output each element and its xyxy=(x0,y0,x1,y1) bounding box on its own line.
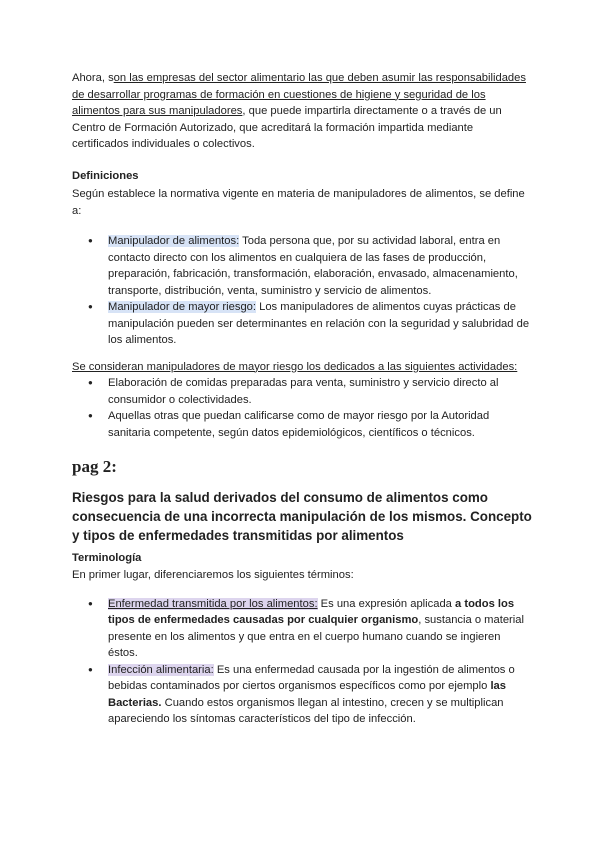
intro-post: , que puede impartirla directamente o a través de un Centro de Formación Autorizado, que acreditará la formación impartida mediante certificados individuales o colectivos. xyxy=(72,105,502,150)
mayor-riesgo-list xyxy=(72,375,532,441)
terminologia-list xyxy=(72,596,532,728)
term-text: Es una enfermedad causada por la ingestión de alimentos o bebidas contaminados por ciertos organismos específicos como por ejemplo xyxy=(108,663,515,692)
mayor-riesgo-lead: Se consideran manipuladores de mayor riesgo los dedicados a las siguientes actividades: xyxy=(72,360,518,373)
term-highlight: Manipulador de alimentos: xyxy=(108,235,240,247)
term-highlight: Infección alimentaria: xyxy=(108,663,214,676)
term-text: Es una expresión aplicada xyxy=(317,597,456,610)
page-2-label: pag 2: xyxy=(72,457,117,476)
document-body xyxy=(72,70,532,728)
intro-paragraph xyxy=(72,70,532,153)
list-item xyxy=(72,233,532,299)
term-text: Cuando estos organismos llegan al intestino, crecen y se multiplican apareciendo los síntomas característicos del tipo de infección. xyxy=(108,696,504,725)
term-highlight: Enfermedad transmitida por los alimentos: xyxy=(108,597,318,610)
term-bold: a todos los tipos de enfermedades causadas por cualquier organismo xyxy=(108,597,515,626)
section-title: Riesgos para la salud derivados del consumo de alimentos como consecuencia de una incorrecta manipulación de los mismos. Concepto y tipos de enfermedades transmitidas por alimentos xyxy=(72,489,532,543)
term-bold: las Bacterias. xyxy=(108,680,506,709)
list-item: ● Aquellas otras que puedan calificarse como de mayor riesgo por la Autoridad sanitaria competente, según datos epidemiológicos, científicos o técnicos. xyxy=(72,408,532,441)
terminologia-heading: Terminología xyxy=(72,551,142,564)
list-item: ● Elaboración de comidas preparadas para venta, suministro y servicio directo al consumidor o colectividades. xyxy=(72,375,532,408)
list-item xyxy=(72,662,532,728)
list-item xyxy=(72,299,532,349)
term-highlight: Manipulador de mayor riesgo: xyxy=(108,301,256,313)
term-text: Toda persona que, por su actividad laboral, entra en contacto directo con los alimentos en cualquiera de las fases de producción, preparación, fabricación, transformación, elaboración, envasado, almacenamiento, transporte, distribución, venta, suministro y servicio de alimentos. xyxy=(108,235,518,297)
definiciones-lead: Según establece la normativa vigente en materia de manipuladores de alimentos, se define a: xyxy=(72,188,525,217)
list-item xyxy=(72,596,532,662)
term-text: , sustancia o material presente en los alimentos y que entra en el cuerpo humano cuando se ingieren éstos. xyxy=(108,614,524,659)
intro-underlined: on las empresas del sector alimentario las que deben asumir las responsabilidades de desarrollar programas de formación en cuestiones de higiene y seguridad de los alimentos para sus manipuladores xyxy=(72,72,526,117)
term-text: Los manipuladores de alimentos cuyas prácticas de manipulación pueden ser determinantes en relación con la seguridad y salubridad de los alimentos. xyxy=(108,301,530,346)
definiciones-list xyxy=(72,233,532,349)
intro-pre: Ahora, s xyxy=(72,72,114,84)
terminologia-lead: En primer lugar, diferenciaremos los siguientes términos: xyxy=(72,569,354,581)
definiciones-heading: Definiciones xyxy=(72,169,139,182)
